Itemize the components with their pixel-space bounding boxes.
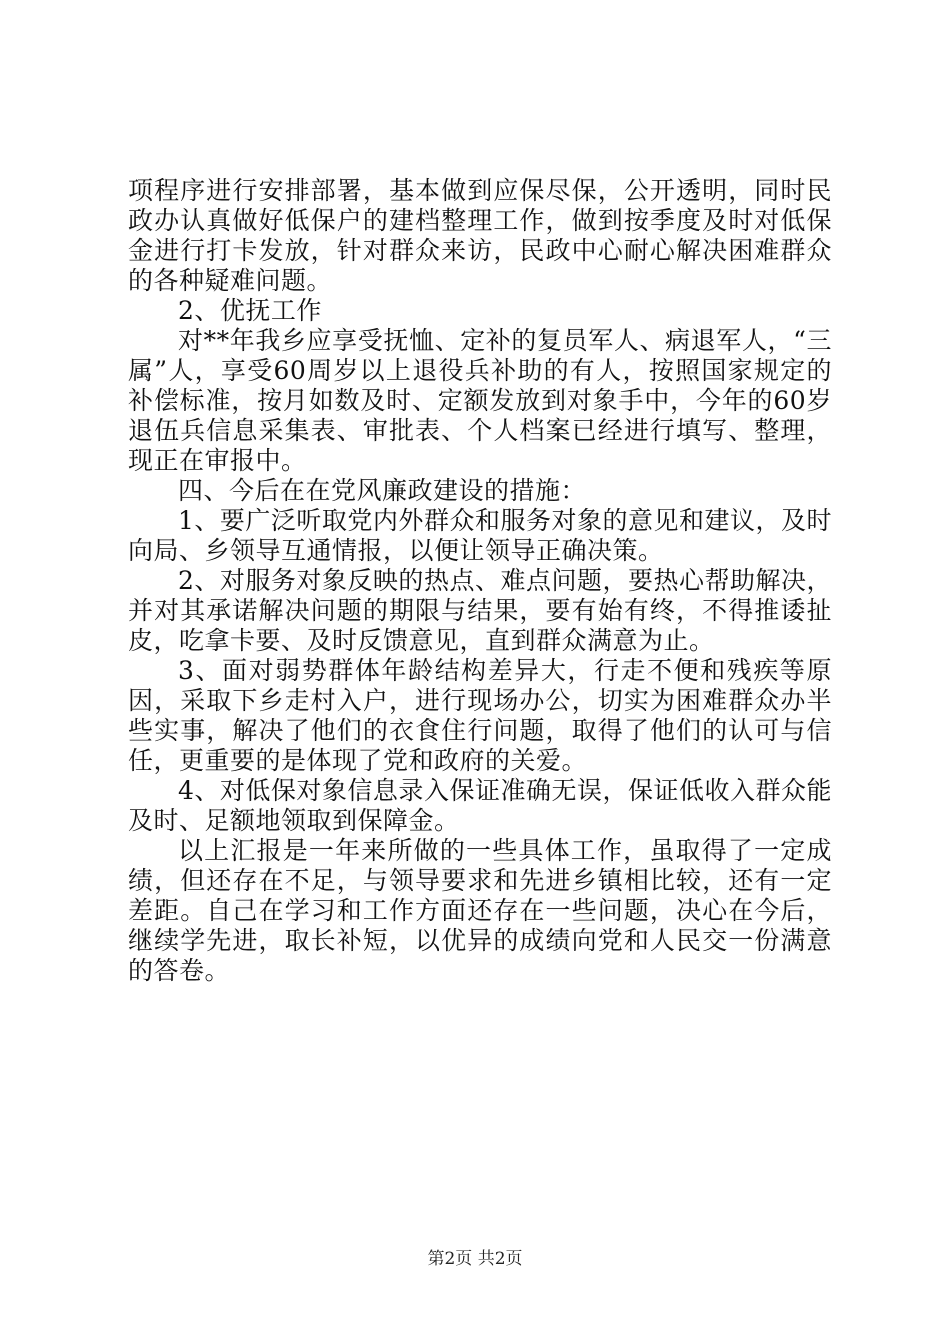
- page-number-footer: 第2页 共2页: [427, 1249, 523, 1269]
- heading-future-measures: 四、今后在在党风廉政建设的措施：: [178, 476, 587, 505]
- paragraph-measure-1: 1、要广泛听取党内外群众和服务对象的意见和建议，及时向局、乡领导互通情报，以便让领导正确决策。: [128, 506, 832, 565]
- paragraph-measure-2: 2、对服务对象反映的热点、难点问题，要热心帮助解决，并对其承诺解决问题的期限与结果，要有始有终，不得推诿扯皮，吃拿卡要、及时反馈意见，直到群众满意为止。: [128, 566, 832, 655]
- paragraph-low-income-continued: 项程序进行安排部署，基本做到应保尽保，公开透明，同时民政办认真做好低保户的建档整理工作，做到按季度及时对低保金进行打卡发放，针对群众来访，民政中心耐心解决困难群众的各种疑难问题。: [128, 176, 832, 295]
- paragraph-conclusion: 以上汇报是一年来所做的一些具体工作，虽取得了一定成绩，但还存在不足，与领导要求和先进乡镇相比较，还有一定差距。自己在学习和工作方面还存在一些问题，决心在今后，继续学先进，取长补短，以优异的成绩向党和人民交一份满意的答卷。: [128, 836, 832, 985]
- heading-special-care-work: 2、优抚工作: [178, 296, 322, 325]
- paragraph-measure-3: 3、面对弱势群体年龄结构差异大，行走不便和残疾等原因，采取下乡走村入户，进行现场办公，切实为困难群众办半些实事，解决了他们的衣食住行问题，取得了他们的认可与信任，更重要的是体现了党和政府的关爱。: [128, 656, 832, 775]
- document-body: [128, 176, 832, 986]
- paragraph-veterans-subsidy: 对**年我乡应享受抚恤、定补的复员军人、病退军人，“三属”人，享受60周岁以上退役兵补助的有人，按照国家规定的补偿标准，按月如数及时、定额发放到对象手中，今年的60岁退伍兵信息采集表、审批表、个人档案已经进行填写、整理，现正在审报中。: [128, 326, 832, 475]
- paragraph-measure-4: 4、对低保对象信息录入保证准确无误，保证低收入群众能及时、足额地领取到保障金。: [128, 776, 832, 835]
